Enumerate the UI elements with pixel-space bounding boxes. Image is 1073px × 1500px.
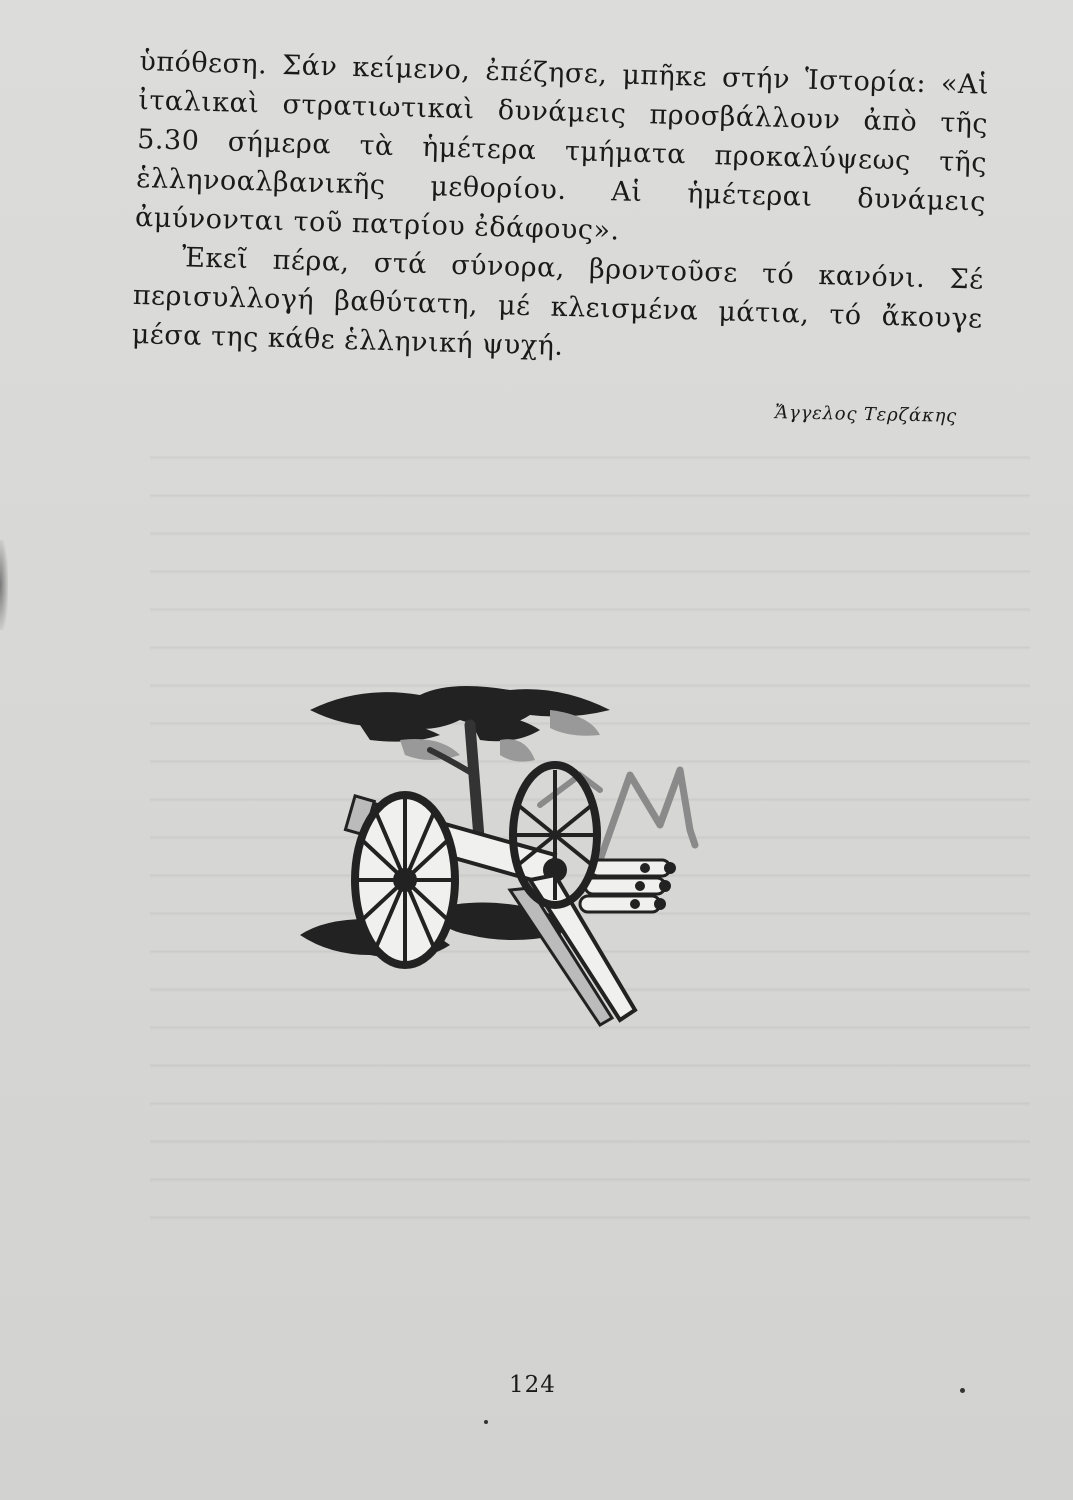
page-number: 124	[509, 1372, 556, 1398]
paragraph-2: Ἐκεῖ πέρα, στά σύνορα, βροντοῦσε τό κανόνι. Σέ περισυλλογή βαθύτατη, μέ κλεισμένα μάτια, τό ἄκουγε μέσα της κάθε ἑλληνική ψυχή.	[131, 242, 985, 362]
page-edge-shadow	[0, 540, 8, 630]
cannon-illustration	[300, 680, 700, 1030]
print-speck	[484, 1420, 488, 1424]
print-speck	[960, 1388, 965, 1393]
passage-text	[131, 42, 989, 378]
author-signature: Ἄγγελος Τερζάκης	[774, 402, 958, 427]
paragraph-1: ὑπόθεση. Σάν κείμενο, ἐπέζησε, μπῆκε στήν Ἱστορία: «Αἱ ἰταλικαὶ στρατιωτικαὶ δυνάμεις προσβάλλουν ἀπὸ τῆς 5.30 σήμερα τὰ ἡμέτερα τμήματα προκαλύψεως τῆς ἑλληνοαλβανικῆς μεθορίου. Αἱ ἡμέτεραι δυνάμεις ἀμύνονται τοῦ πατρίου ἐδάφους».	[134, 45, 990, 247]
